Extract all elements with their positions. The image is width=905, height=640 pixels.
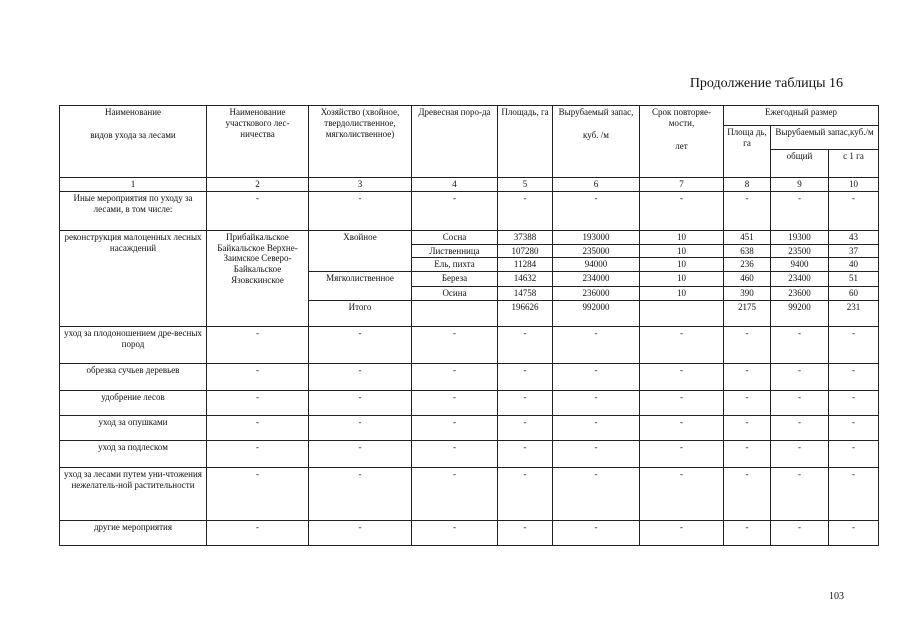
dash-cell: - xyxy=(640,440,724,467)
header-col6: Вырубаемый запас, куб. /м xyxy=(553,106,640,178)
dash-cell: - xyxy=(412,390,498,415)
header-yearly: Ежегодный размер xyxy=(724,106,879,126)
dash-cell: - xyxy=(553,326,640,363)
yearly-area-cell: 638 xyxy=(724,244,771,258)
volume-cell: 235000 xyxy=(553,244,640,258)
col-number: 7 xyxy=(640,178,724,192)
dash-cell: - xyxy=(640,390,724,415)
dash-cell: - xyxy=(829,326,879,363)
dash-cell: - xyxy=(309,415,412,440)
area-cell: 37388 xyxy=(498,230,553,244)
dash-cell: - xyxy=(498,520,553,545)
reconstruction-forestry: Прибайкальское Байкальское Верхне-Заимское Северо-Байкальское Язовскинское xyxy=(207,230,309,326)
yearly-total-cell: 19300 xyxy=(771,230,829,244)
yearly-area-cell: 390 xyxy=(724,287,771,301)
dash-cell: - xyxy=(724,191,771,230)
table-row xyxy=(60,390,879,415)
col-number: 6 xyxy=(553,178,640,192)
header-col5: Площадь, га xyxy=(498,106,553,178)
dash-cell: - xyxy=(412,326,498,363)
area-cell: 14758 xyxy=(498,287,553,301)
total-yearly-area: 2175 xyxy=(724,300,771,326)
dash-cell: - xyxy=(640,520,724,545)
dash-cell: - xyxy=(829,440,879,467)
period-cell: 10 xyxy=(640,258,724,272)
dash-cell: - xyxy=(309,191,412,230)
area-cell: 107280 xyxy=(498,244,553,258)
page-heading: Продолжение таблицы 16 xyxy=(689,76,843,91)
dash-cell: - xyxy=(412,191,498,230)
dash-cell: - xyxy=(309,520,412,545)
dash-cell: - xyxy=(724,440,771,467)
dash-cell: - xyxy=(207,467,309,520)
dash-cell: - xyxy=(640,326,724,363)
dash-cell: - xyxy=(640,363,724,390)
table-row xyxy=(60,191,879,230)
row-name: Иные мероприятия по уходу за лесами, в том числе: xyxy=(60,191,207,230)
total-yearly-per-ha: 231 xyxy=(829,300,879,326)
row-name: обрезка сучьев деревьев xyxy=(60,363,207,390)
row-name: уход за лесами путем уни-чтожения нежелатель-ной растительности xyxy=(60,467,207,520)
dash-cell: - xyxy=(771,191,829,230)
empty-cell xyxy=(412,300,498,326)
dash-cell: - xyxy=(553,363,640,390)
dash-cell: - xyxy=(829,363,879,390)
dash-cell: - xyxy=(207,363,309,390)
dash-cell: - xyxy=(412,520,498,545)
dash-cell: - xyxy=(498,326,553,363)
species-cell: Осина xyxy=(412,287,498,301)
dash-cell: - xyxy=(498,415,553,440)
dash-cell: - xyxy=(553,467,640,520)
header-total: общий xyxy=(771,150,829,178)
dash-cell: - xyxy=(771,326,829,363)
dash-cell: - xyxy=(724,520,771,545)
yearly-per-ha-cell: 37 xyxy=(829,244,879,258)
row-name: уход за опушками xyxy=(60,415,207,440)
dash-cell: - xyxy=(553,440,640,467)
col-number: 9 xyxy=(771,178,829,192)
col-number: 5 xyxy=(498,178,553,192)
species-cell: Лиственница xyxy=(412,244,498,258)
row-name: уход за подлеском xyxy=(60,440,207,467)
yearly-total-cell: 23600 xyxy=(771,287,829,301)
table-row xyxy=(60,440,879,467)
col-number: 1 xyxy=(60,178,207,192)
dash-cell: - xyxy=(498,440,553,467)
dash-cell: - xyxy=(207,390,309,415)
forest-care-table xyxy=(59,105,879,546)
dash-cell: - xyxy=(640,467,724,520)
header-col1: Наименование видов ухода за лесами xyxy=(60,106,207,178)
yearly-total-cell: 23500 xyxy=(771,244,829,258)
period-cell: 10 xyxy=(640,230,724,244)
dash-cell: - xyxy=(771,390,829,415)
area-cell: 14632 xyxy=(498,272,553,287)
header-col7: Срок повторяе-мости, лет xyxy=(640,106,724,178)
total-area: 196626 xyxy=(498,300,553,326)
page-number: 103 xyxy=(829,591,844,602)
dash-cell: - xyxy=(309,467,412,520)
row-name: уход за плодоношением дре-весных пород xyxy=(60,326,207,363)
dash-cell: - xyxy=(553,415,640,440)
dash-cell: - xyxy=(771,520,829,545)
soft-leaved-label: Мягколиственное xyxy=(309,272,412,301)
header-col4: Древесная поро-да xyxy=(412,106,498,178)
yearly-total-cell: 23400 xyxy=(771,272,829,287)
dash-cell: - xyxy=(412,440,498,467)
dash-cell: - xyxy=(724,415,771,440)
table-row xyxy=(60,363,879,390)
dash-cell: - xyxy=(207,520,309,545)
dash-cell: - xyxy=(829,415,879,440)
header-per-ha: с 1 га xyxy=(829,150,879,178)
dash-cell: - xyxy=(412,415,498,440)
period-cell: 10 xyxy=(640,287,724,301)
dash-cell: - xyxy=(207,326,309,363)
area-cell: 11284 xyxy=(498,258,553,272)
dash-cell: - xyxy=(498,363,553,390)
dash-cell: - xyxy=(640,191,724,230)
dash-cell: - xyxy=(771,415,829,440)
volume-cell: 193000 xyxy=(553,230,640,244)
species-cell: Ель, пихта xyxy=(412,258,498,272)
dash-cell: - xyxy=(771,363,829,390)
dash-cell: - xyxy=(553,191,640,230)
volume-cell: 94000 xyxy=(553,258,640,272)
col-number: 10 xyxy=(829,178,879,192)
period-cell: 10 xyxy=(640,244,724,258)
dash-cell: - xyxy=(309,440,412,467)
col-number: 4 xyxy=(412,178,498,192)
dash-cell: - xyxy=(829,191,879,230)
table-row xyxy=(60,467,879,520)
dash-cell: - xyxy=(724,467,771,520)
header-volume: Вырубаемый запас,куб./м xyxy=(771,126,879,150)
table-row xyxy=(60,230,879,244)
yearly-total-cell: 9400 xyxy=(771,258,829,272)
table-row xyxy=(60,415,879,440)
col-number: 3 xyxy=(309,178,412,192)
dash-cell: - xyxy=(498,191,553,230)
yearly-per-ha-cell: 43 xyxy=(829,230,879,244)
dash-cell: - xyxy=(724,390,771,415)
col-number: 8 xyxy=(724,178,771,192)
volume-cell: 236000 xyxy=(553,287,640,301)
total-yearly-volume: 99200 xyxy=(771,300,829,326)
empty-cell xyxy=(640,300,724,326)
dash-cell: - xyxy=(553,520,640,545)
dash-cell: - xyxy=(829,520,879,545)
dash-cell: - xyxy=(553,390,640,415)
yearly-per-ha-cell: 60 xyxy=(829,287,879,301)
dash-cell: - xyxy=(724,363,771,390)
dash-cell: - xyxy=(412,467,498,520)
dash-cell: - xyxy=(498,467,553,520)
reconstruction-name: реконструкция малоценных лесных насаждений xyxy=(60,230,207,326)
yearly-per-ha-cell: 40 xyxy=(829,258,879,272)
coniferous-label: Хвойное xyxy=(309,230,412,271)
dash-cell: - xyxy=(498,390,553,415)
row-name: другие мероприятия xyxy=(60,520,207,545)
dash-cell: - xyxy=(829,390,879,415)
header-col2: Наименование участкового лес-ничества xyxy=(207,106,309,178)
volume-cell: 234000 xyxy=(553,272,640,287)
dash-cell: - xyxy=(771,467,829,520)
table-row xyxy=(60,520,879,545)
dash-cell: - xyxy=(640,415,724,440)
total-volume: 992000 xyxy=(553,300,640,326)
dash-cell: - xyxy=(829,467,879,520)
total-label: Итого xyxy=(309,300,412,326)
table-row xyxy=(60,326,879,363)
dash-cell: - xyxy=(207,415,309,440)
header-col3: Хозяйство (хвойное, твердолиственное, мягколиственное) xyxy=(309,106,412,178)
yearly-area-cell: 460 xyxy=(724,272,771,287)
species-cell: Сосна xyxy=(412,230,498,244)
dash-cell: - xyxy=(412,363,498,390)
period-cell: 10 xyxy=(640,272,724,287)
yearly-per-ha-cell: 51 xyxy=(829,272,879,287)
row-name: удобрение лесов xyxy=(60,390,207,415)
yearly-area-cell: 451 xyxy=(724,230,771,244)
dash-cell: - xyxy=(724,326,771,363)
dash-cell: - xyxy=(207,191,309,230)
dash-cell: - xyxy=(771,440,829,467)
column-number-row xyxy=(60,178,879,192)
dash-cell: - xyxy=(309,326,412,363)
dash-cell: - xyxy=(309,363,412,390)
dash-cell: - xyxy=(309,390,412,415)
header-area: Площа дь, га xyxy=(724,126,771,178)
dash-cell: - xyxy=(207,440,309,467)
col-number: 2 xyxy=(207,178,309,192)
species-cell: Береза xyxy=(412,272,498,287)
yearly-area-cell: 236 xyxy=(724,258,771,272)
